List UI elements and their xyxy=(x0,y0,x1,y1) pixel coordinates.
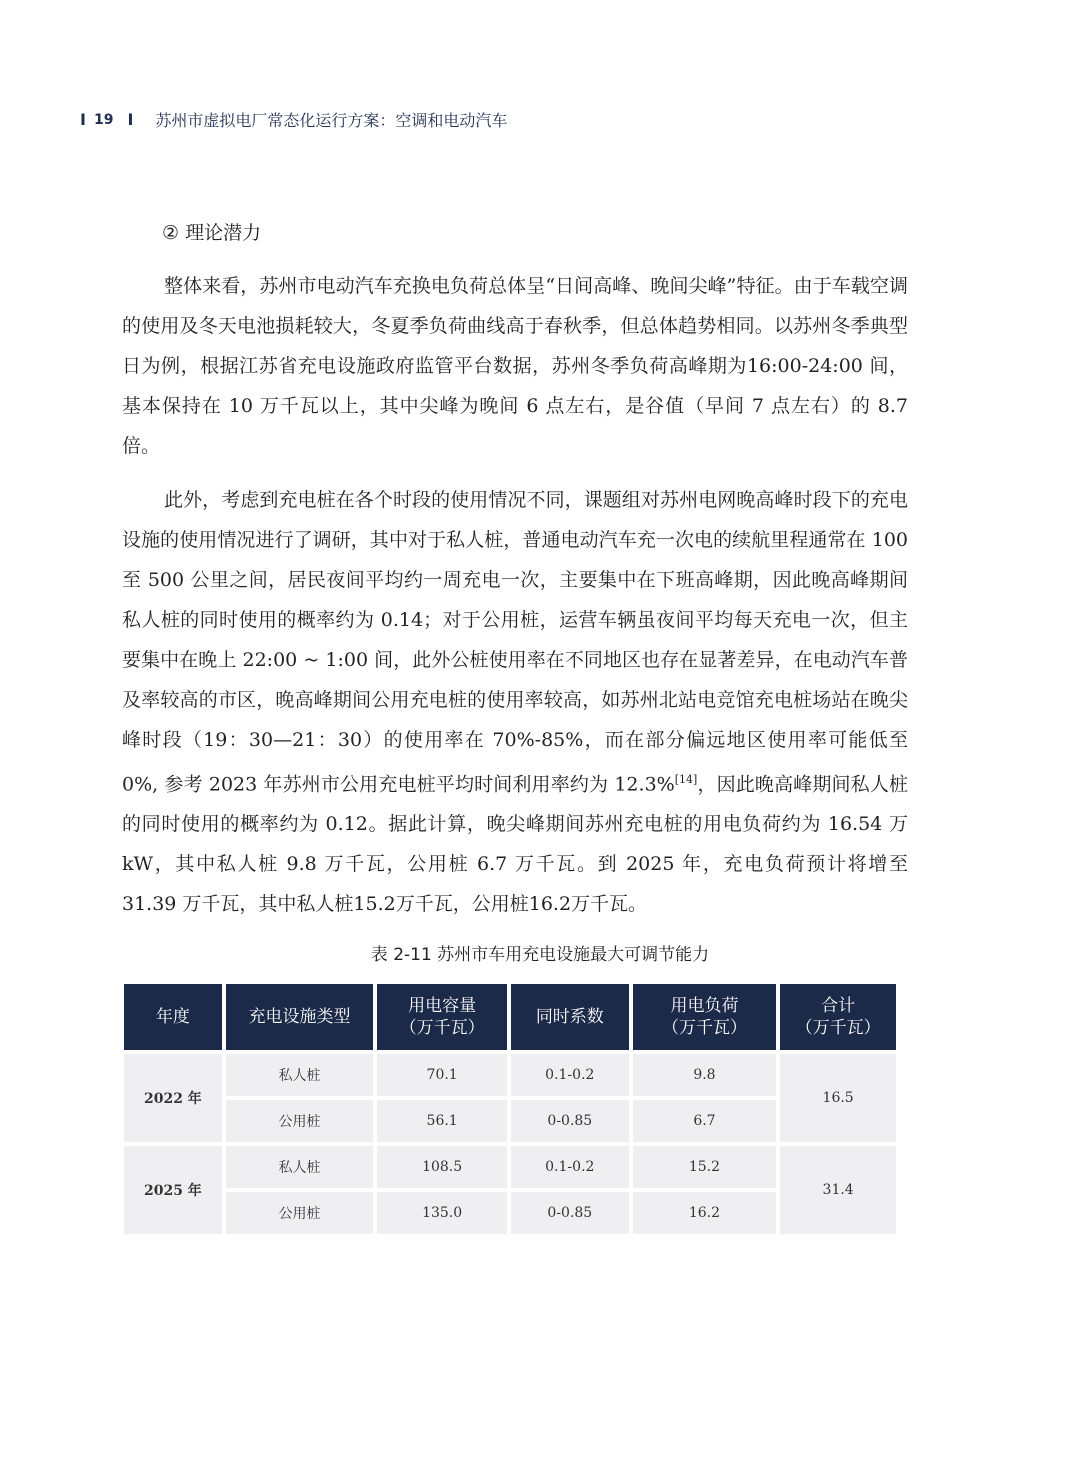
cell-type: 公用桩 xyxy=(226,1100,374,1142)
cell-coef: 0-0.85 xyxy=(511,1192,629,1234)
header-year: 年度 xyxy=(124,984,222,1050)
cell-type: 公用桩 xyxy=(226,1192,374,1234)
cell-type: 私人桩 xyxy=(226,1054,374,1096)
cell-total: 16.5 xyxy=(780,1054,896,1142)
header-title: 苏州市虚拟电厂常态化运行方案：空调和电动汽车 xyxy=(155,111,508,130)
cell-coef: 0-0.85 xyxy=(511,1100,629,1142)
table-caption: 表 2-11 苏州市车用充电设施最大可调节能力 xyxy=(370,945,710,965)
header-load: 用电负荷 （万千瓦） xyxy=(633,984,777,1050)
table-row xyxy=(124,1054,896,1096)
cell-load: 15.2 xyxy=(633,1146,777,1188)
cell-total: 31.4 xyxy=(780,1146,896,1234)
citation-ref[interactable]: [14] xyxy=(674,773,698,786)
header-coef: 同时系数 xyxy=(511,984,629,1050)
paragraph-text: 整体来看，苏州市电动汽车充换电负荷总体呈“日间高峰、晚间尖峰”特征。由于车载空调的使用及冬天电池损耗较大，冬夏季负荷曲线高于春秋季，但总体趋势相同。以苏州冬季典型日为例，根据江苏省充电设施政府监管平台数据，苏州冬季负荷高峰期为16:00-24:00 间，基本保持在 10 万千瓦以上，其中尖峰为晚间 6 点左右，是谷值（早间 7 点左右）的 8.7 倍。 xyxy=(122,275,908,457)
table-header-row xyxy=(124,984,896,1050)
section-title: ② 理论潜力 xyxy=(162,222,262,244)
cell-load: 16.2 xyxy=(633,1192,777,1234)
cell-coef: 0.1-0.2 xyxy=(511,1146,629,1188)
header-capacity: 用电容量 （万千瓦） xyxy=(377,984,507,1050)
paragraph-text xyxy=(122,480,908,924)
charging-capacity-table xyxy=(120,980,900,1238)
page-number: 19 xyxy=(93,111,114,128)
paragraph-2-main: 此外，考虑到充电桩在各个时段的使用情况不同，课题组对苏州电网晚高峰时段下的充电设施的使用情况进行了调研，其中对于私人桩，普通电动汽车充一次电的续航里程通常在 100 至 500 公里之间，居民夜间平均约一周充电一次，主要集中在下班高峰期，因此晚高峰期间私人桩的同时使用的概率约为 0.14；对于公用桩，运营车辆虽夜间平均每天充电一次，但主要集中在晚上 22:00 ~ 1:00 间，此外公桩使用率在不同地区也存在显著差异，在电动汽车普及率较高的市区，晚高峰期间公用充电桩的使用率较高，如苏州北站电竞馆充电桩场站在晚尖峰时段（19：30—21：30）的使用率在 70%-85%，而在部分偏远地区使用率可能低至 0%, 参考 2023 年苏州市公用充电桩平均时间利用率约为 12.3% xyxy=(122,489,908,796)
header-total: 合计 （万千瓦） xyxy=(780,984,896,1050)
header-bar-left: I xyxy=(80,110,86,129)
cell-type: 私人桩 xyxy=(226,1146,374,1188)
cell-capacity: 135.0 xyxy=(377,1192,507,1234)
cell-capacity: 70.1 xyxy=(377,1054,507,1096)
cell-year: 2022 年 xyxy=(124,1054,222,1142)
cell-load: 9.8 xyxy=(633,1054,777,1096)
cell-capacity: 56.1 xyxy=(377,1100,507,1142)
page-header xyxy=(80,108,507,131)
paragraph-1 xyxy=(122,266,908,466)
cell-load: 6.7 xyxy=(633,1100,777,1142)
paragraph-2-tail: ，因此晚高峰期间私人桩的同时使用的概率约为 0.12。据此计算，晚尖峰期间苏州充电桩的用电负荷约为 16.54 万 kW，其中私人桩 9.8 万千瓦，公用桩 6.7 万千瓦。到 2025 年，充电负荷预计将增至 31.39 万千瓦，其中私人桩15.2万千瓦，公用桩16.2万千瓦。 xyxy=(122,773,908,916)
header-bar-right: I xyxy=(127,110,134,129)
cell-year: 2025 年 xyxy=(124,1146,222,1234)
header-type: 充电设施类型 xyxy=(226,984,374,1050)
table-row xyxy=(124,1146,896,1188)
paragraph-2 xyxy=(122,480,908,924)
cell-capacity: 108.5 xyxy=(377,1146,507,1188)
cell-coef: 0.1-0.2 xyxy=(511,1054,629,1096)
